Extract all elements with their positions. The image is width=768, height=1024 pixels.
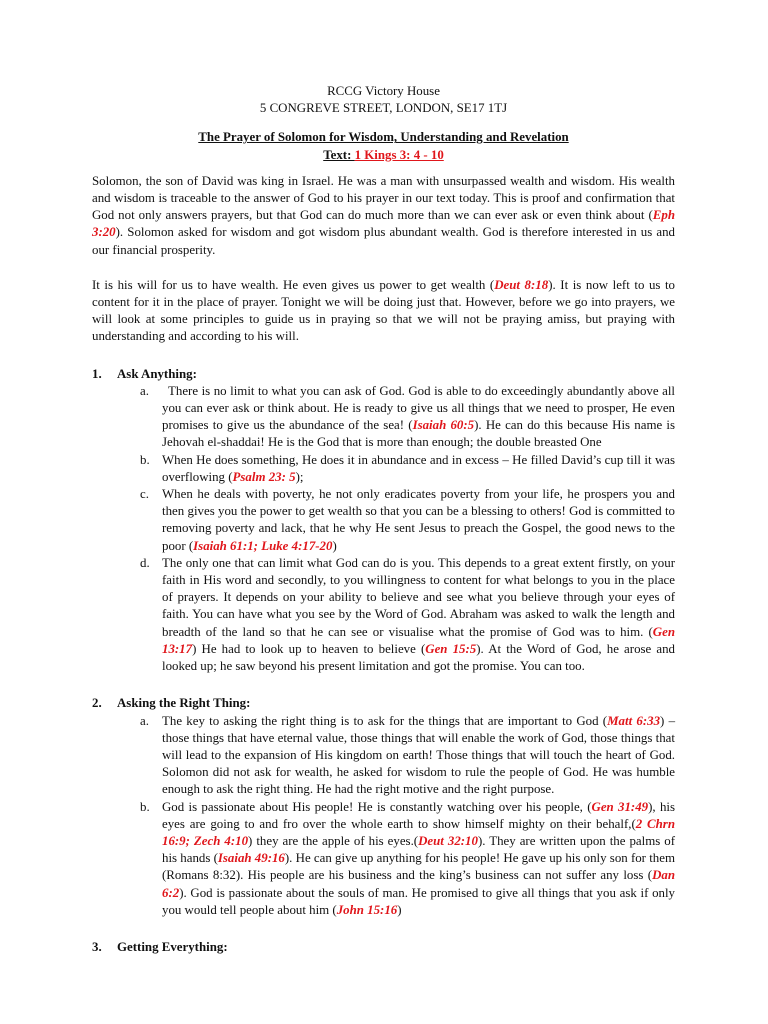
intro-paragraph-1: Solomon, the son of David was king in Israel. He was a man with unsurpassed wealth and wisdom. His wealth and wisdom is traceable to the answer of God to his prayer in our text today. This is proof and confirmation that God not only answers prayers, but that God can do much more than we can ever ask or even think about (Eph 3:20). Solomon asked for wisdom and got wisdom plus abundant wealth. God is therefore interested in us and our financial prosperity.	[92, 173, 675, 257]
sermon-title-block	[92, 129, 675, 163]
scripture-ref: Deut 8:18	[494, 277, 549, 292]
section-getting-everything	[92, 939, 675, 956]
scripture-ref: Isaiah 60:5	[412, 418, 475, 433]
church-address: 5 CONGREVE STREET, LONDON, SE17 1TJ	[259, 101, 508, 116]
section-asking-right-thing	[92, 695, 675, 919]
text-reference-line	[92, 147, 675, 164]
list-item: a. The key to asking the right thing is to ask for the things that are important to God (Matt 6:33) – those things that have eternal value, those things that will enable the work of God, those things that will lead to the expansion of His kingdom on earth! Those things that will touch the heart of God. Solomon did not ask for wealth, he asked for wisdom to rule the people of God. He was humble enough to ask the right thing. He had the right motive and the right purpose.	[140, 713, 676, 797]
section-items	[92, 383, 675, 675]
section-ask-anything	[92, 366, 675, 676]
text-label: Text:	[323, 147, 355, 162]
list-item: c. When he deals with poverty, he not only eradicates poverty from your life, he prospers you and then gives you the power to get wealth so that you can be a blessing to others! God is committed to removing poverty and lack, that he why He sent Jesus to preach the Gospel, the good news to the poor (Isaiah 61:1; Luke 4:17-20)	[140, 487, 675, 553]
scripture-ref: Eph 3:20	[92, 208, 675, 240]
list-item: d. The only one that can limit what God can do is you. This depends to a great extent firstly, on your faith in His word and secondly, to you willingness to content for what belongs to you in the place of prayers. It depends on your ability to believe and see what you believe through your eyes of faith. You can have what you see by the Word of God. Abraham was asked to walk the length and breadth of the land so that he can see or visualise what the promise of God was to him. (Gen 13:17) He had to look up to heaven to believe (Gen 15:5). At the Word of God, he arose and looked up; he saw beyond his present limitation and got the promise. You can too.	[140, 555, 675, 674]
scripture-ref: Matt 6:33	[607, 713, 661, 728]
scripture-ref: John 15:16	[336, 902, 398, 917]
text-reference: 1 Kings 3: 4 - 10	[354, 147, 444, 162]
list-item: b. When He does something, He does it in abundance and in excess – He filled David’s cup till it was overflowing (Psalm 23: 5);	[140, 452, 675, 484]
intro-paragraph-2: It is his will for us to have wealth. He even gives us power to get wealth (Deut 8:18). It is now left to us to content for it in the place of prayer. Tonight we will be doing just that. However, before we go into prayers, we will look at some principles to guide us in praying so that we will not be praying amiss, but praying with understanding and according to his will.	[92, 277, 676, 344]
document-header	[92, 83, 675, 117]
church-name: RCCG Victory House	[327, 84, 440, 98]
list-item: b. God is passionate about His people! He is constantly watching over his people, (Gen 31:49), his eyes are going to and fro over the whole earth to show himself mighty on their behalf,(2 Chrn 16:9; Zech 4:10) they are the apple of his eyes.(Deut 32:10). They are written upon the palms of his hands (Isaiah 49:16). He can give up anything for his people! He gave up his only son for them (Romans 8:32). His people are his business and the king’s business can not suffer any loss (Dan 6:2). God is passionate about the souls of man. He promised to give all things that you ask if only you would tell people about him (John 15:16)	[140, 799, 675, 917]
scripture-ref: Deut 32:10	[418, 833, 478, 848]
scripture-ref: Isaiah 61:1; Luke 4:17-20	[193, 538, 333, 553]
section-heading: 1. Ask Anything:	[92, 366, 197, 381]
section-heading: 3. Getting Everything:	[92, 939, 228, 954]
list-item: a. There is no limit to what you can ask of God. God is able to do exceedingly abundantly above all you can ever ask or think about. He is ready to give us all things that we need to prosper, He even promises to give us the abundance of the sea! (Isaiah 60:5). He can do this because His name is Jehovah el-shaddai! He is the God that is more than enough; the double breasted One	[140, 383, 676, 450]
scripture-ref: Gen 31:49	[591, 799, 649, 814]
scripture-ref: Gen 13:17	[162, 624, 675, 656]
scripture-ref: Dan 6:2	[162, 868, 675, 900]
scripture-ref: 2 Chrn 16:9; Zech 4:10	[162, 816, 675, 848]
scripture-ref: Psalm 23: 5	[232, 469, 296, 484]
scripture-ref: Isaiah 49:16	[217, 851, 285, 866]
section-items	[92, 713, 675, 919]
scripture-ref: Gen 15:5	[425, 641, 477, 656]
document-page	[92, 83, 675, 956]
section-heading: 2. Asking the Right Thing:	[92, 696, 251, 711]
sermon-title: The Prayer of Solomon for Wisdom, Understanding and Revelation	[198, 130, 569, 145]
